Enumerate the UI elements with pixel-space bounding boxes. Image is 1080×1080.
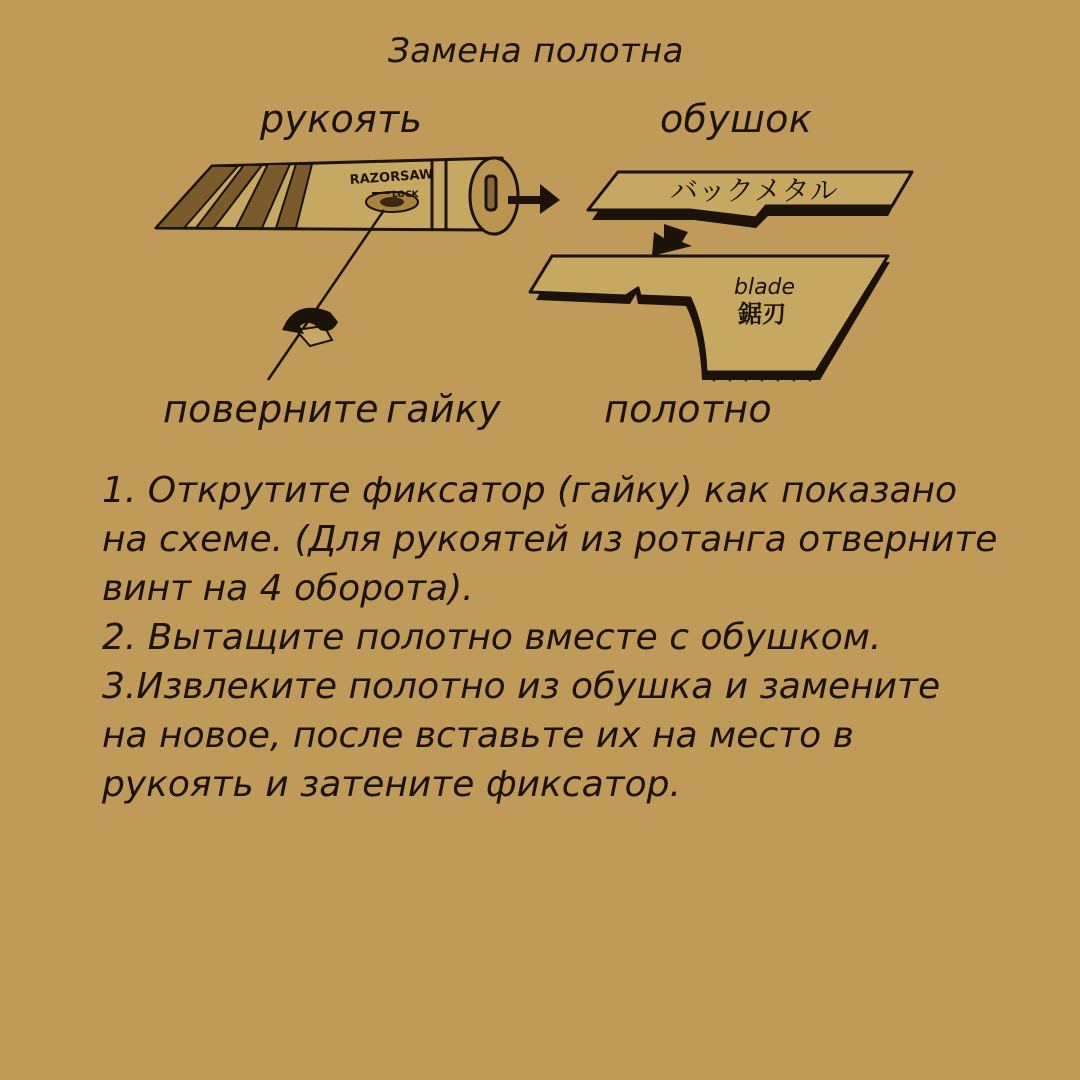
back-metal-text: バックメタル — [670, 174, 838, 207]
brand-text: RAZORSAW — [349, 167, 434, 188]
instructions-text — [102, 466, 1042, 809]
instruction-line: винт на 4 оборота). — [102, 568, 474, 609]
saw-blade — [530, 256, 890, 380]
blade-jp-text: 鋸刃 — [738, 300, 786, 328]
handle-label: рукоять — [260, 97, 423, 141]
back-label: обушок — [660, 97, 812, 141]
instruction-line: на схеме. (Для рукоятей из ротанга отверните — [102, 519, 998, 560]
instruction-line: 3.Извлеките полотно из обушка и замените — [102, 666, 941, 707]
saw-handle — [156, 158, 518, 234]
rotate-arrow-icon — [282, 308, 338, 346]
leader-line — [268, 210, 384, 380]
instruction-line: 2. Вытащите полотно вместе с обушком. — [102, 617, 882, 658]
instruction-line: на новое, после вставьте их на место в — [102, 715, 854, 756]
lock-text: LOCK — [392, 190, 419, 200]
blade-replacement-diagram — [0, 0, 1080, 440]
nut-label: гайку — [386, 387, 501, 431]
instruction-line: 1. Открутите фиксатор (гайку) как показано — [102, 470, 958, 511]
blade-en-text: blade — [734, 275, 796, 300]
turn-label: поверните — [163, 387, 379, 431]
instruction-line: рукоять и затените фиксатор. — [102, 764, 681, 805]
page-title: Замена полотна — [388, 31, 684, 71]
down-arrow-icon — [652, 224, 692, 256]
blade-label: полотно — [604, 387, 772, 431]
